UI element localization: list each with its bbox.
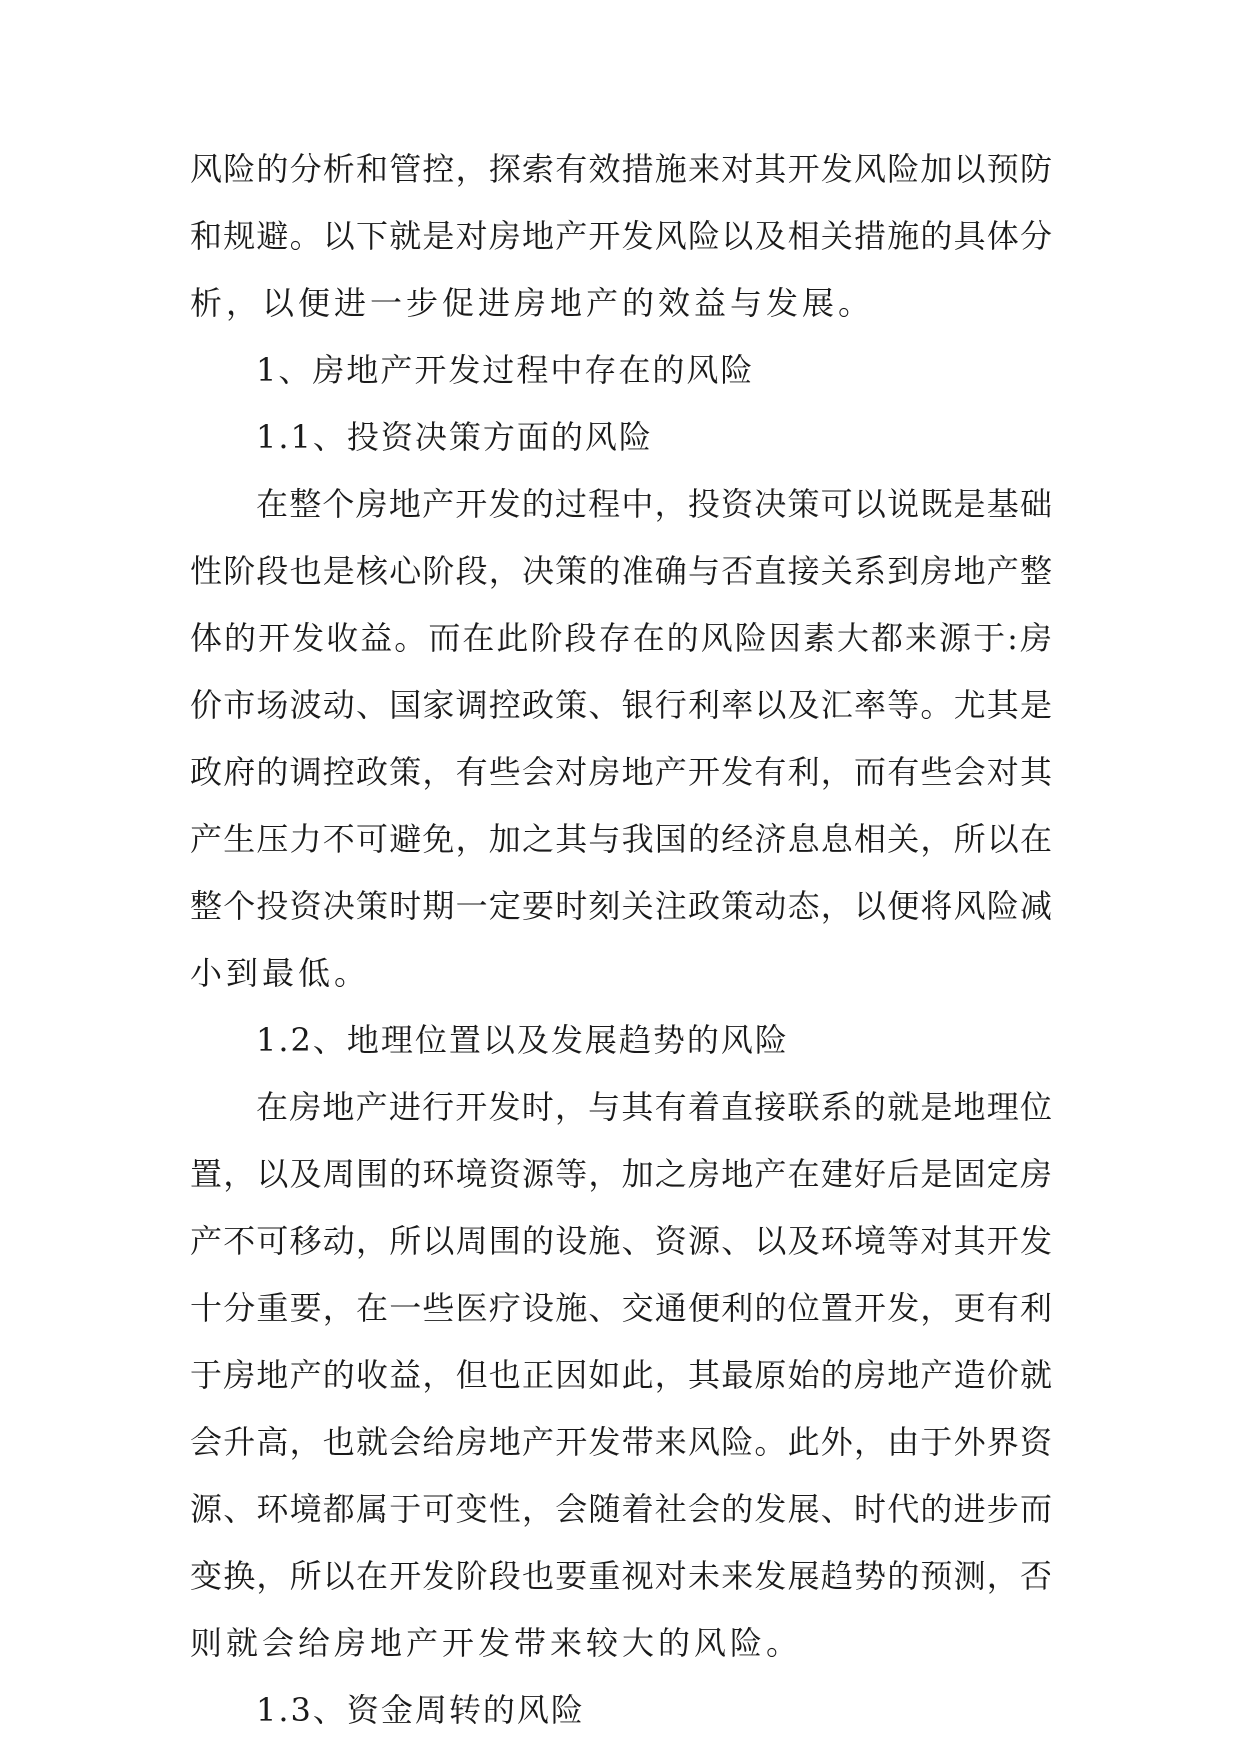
body-line: 价市场波动、国家调控政策、银行利率以及汇率等。尤其是 xyxy=(190,686,1052,724)
subsection-heading: 1.1、投资决策方面的风险 xyxy=(256,418,653,456)
body-line: 置，以及周围的环境资源等，加之房地产在建好后是固定房 xyxy=(190,1155,1052,1193)
document-body xyxy=(190,136,1052,1744)
paragraph-first-line: 在房地产进行开发时，与其有着直接联系的就是地理位 xyxy=(256,1088,1052,1126)
paragraph-first-line: 在整个房地产开发的过程中，投资决策可以说既是基础 xyxy=(256,485,1052,523)
body-line: 产生压力不可避免，加之其与我国的经济息息相关，所以在 xyxy=(190,820,1052,858)
body-line: 会升高，也就会给房地产开发带来风险。此外，由于外界资 xyxy=(190,1423,1052,1461)
body-line: 于房地产的收益，但也正因如此，其最原始的房地产造价就 xyxy=(190,1356,1052,1394)
body-line: 整个投资决策时期一定要时刻关注政策动态，以便将风险减 xyxy=(190,887,1052,925)
body-line: 性阶段也是核心阶段，决策的准确与否直接关系到房地产整 xyxy=(190,552,1052,590)
body-line: 风险的分析和管控，探索有效措施来对其开发风险加以预防 xyxy=(190,150,1052,188)
subsection-heading: 1.2、地理位置以及发展趋势的风险 xyxy=(256,1021,789,1059)
body-line: 产不可移动，所以周围的设施、资源、以及环境等对其开发 xyxy=(190,1222,1052,1260)
body-line: 析，以便进一步促进房地产的效益与发展。 xyxy=(190,284,875,322)
body-line: 体的开发收益。而在此阶段存在的风险因素大都来源于:房 xyxy=(190,619,1052,657)
body-line: 十分重要，在一些医疗设施、交通便利的位置开发，更有利 xyxy=(190,1289,1052,1327)
subsection-heading: 1.3、资金周转的风险 xyxy=(256,1691,585,1729)
body-line: 变换，所以在开发阶段也要重视对未来发展趋势的预测，否 xyxy=(190,1557,1052,1595)
body-line: 和规避。以下就是对房地产开发风险以及相关措施的具体分 xyxy=(190,217,1052,255)
body-line: 政府的调控政策，有些会对房地产开发有利，而有些会对其 xyxy=(190,753,1052,791)
body-line: 小到最低。 xyxy=(190,954,371,992)
body-line: 源、环境都属于可变性，会随着社会的发展、时代的进步而 xyxy=(190,1490,1052,1528)
body-line: 则就会给房地产开发带来较大的风险。 xyxy=(190,1624,803,1662)
section-heading: 1、房地产开发过程中存在的风险 xyxy=(256,351,755,389)
